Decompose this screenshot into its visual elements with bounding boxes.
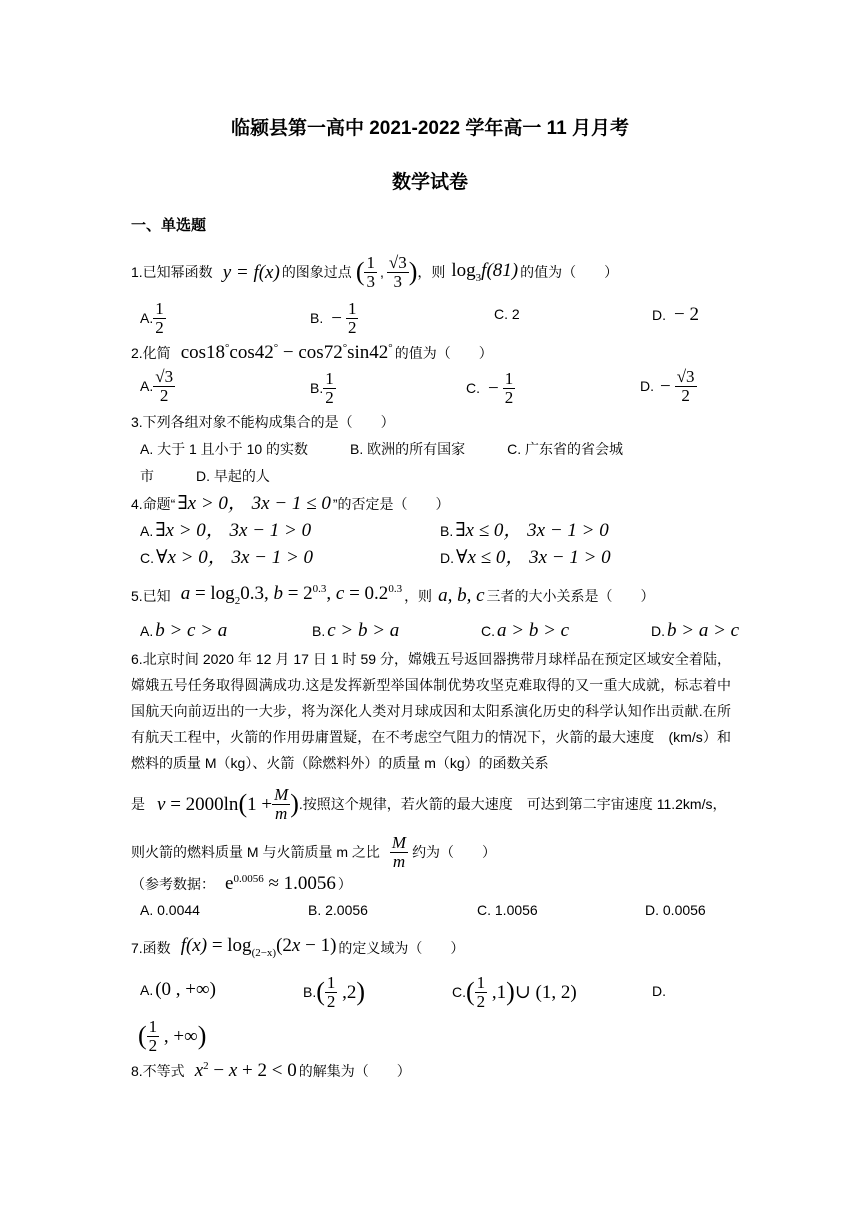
q1-then: ，则 bbox=[417, 264, 446, 281]
q6-formula-line: 是 v = 2000ln ( 1 + $\frac{M}{m}$ ) .按照这个规律，若火箭的最大速度 可达到第二宇宙速度 11.2km/s， bbox=[131, 785, 727, 823]
q7-option-a: A. (0 , +∞) bbox=[140, 979, 216, 1000]
q7-function-expr: $f(x) = \log_{(2-x)}(2x - 1)$ bbox=[180, 935, 337, 959]
q2-trig-expr: cos18°cos42° − cos72°sin42° bbox=[180, 342, 393, 363]
q5-option-b: B. c > b > a bbox=[312, 620, 400, 641]
section-heading: 一、单选题 bbox=[131, 217, 207, 234]
q1-option-d: D. − 2 bbox=[652, 304, 699, 325]
q4-option-b: B. ∃x ≤ 0， 3x − 1 > 0 bbox=[440, 520, 609, 541]
q6-reference-expr: $e^{0.0056} \approx 1.0056$ bbox=[225, 873, 336, 894]
q1-option-b-frac: $\frac{1}{2}$ bbox=[347, 299, 357, 337]
q3-options-line1: A. 大于 1 且小于 10 的实数 B. 欧洲的所有国家 C. 广东省的省会城 bbox=[140, 441, 624, 457]
question-7-stem: 7.函数 $f(x) = \log_{(2-x)}(2x - 1)$ 的定义域为（ ） bbox=[131, 935, 465, 959]
q7-option-b: B. ( $\frac{1}{2}$ ,2 ) bbox=[303, 973, 366, 1011]
q1-option-b: B. − $\frac{1}{2}$ bbox=[310, 299, 357, 337]
q6-option-a: A. 0.0044 bbox=[140, 902, 200, 918]
q1-log-expr: $\log_3f(81)$ bbox=[451, 259, 519, 284]
q6-reference-data: （参考数据： $e^{0.0056} \approx 1.0056$ ） bbox=[131, 873, 352, 894]
q2-option-b: B. $\frac{1}{2}$ bbox=[310, 369, 334, 407]
q1-function-expr: y = f(x) bbox=[222, 261, 280, 283]
q1-option-a: A. $\frac{1}{2}$ bbox=[140, 299, 164, 337]
q6-formula: v = 2000ln bbox=[157, 793, 239, 815]
q6-ratio-frac: $\frac{M}{m}$ bbox=[391, 833, 407, 871]
q5-option-c: C. a > b > c bbox=[481, 620, 570, 641]
q6-option-c: C. 1.0056 bbox=[477, 902, 538, 918]
exam-subtitle: 数学试卷 bbox=[391, 172, 468, 193]
question-8-stem: 8.不等式 $x^2 - x + 2 < 0$ 的解集为（ ） bbox=[131, 1060, 411, 1081]
q4-option-d: D. ∀x ≤ 0， 3x − 1 > 0 bbox=[440, 547, 611, 568]
q1-option-a-frac: $\frac{1}{2}$ bbox=[155, 299, 164, 337]
question-6-body: 6.北京时间 2020 年 12 月 17 日 1 时 59 分，嫦娥五号返回器携带月球样品在预定区域安全着陆，嫦娥五号任务取得圆满成功.这是发挥新型举国体制优势攻坚克难取得的又一重大成就，标志着中国航天向前迈出的一大步，将为深化人类对月球成因和太阳系演化历史的科学认知作出贡献.在所有航天工程中，火箭的作用毋庸置疑，在不考虑空气阻力的情况下，火箭的最大速度 (km/s）和燃料的质量 M（kg）、火箭（除燃料外）的质量 m（kg）的函数关系 bbox=[131, 651, 731, 771]
question-1-stem: 1.已知幂函数 y = f(x) 的图象过点 ( $\frac{1}{3}$ , $\frac{√3}{3}$ ) ，则 $\log_3f(81)$ 的值为（ ） bbox=[131, 253, 619, 291]
q2-option-c: C. − $\frac{1}{2}$ bbox=[466, 369, 514, 407]
q6-formula-tail: .按照这个规律，若火箭的最大速度 可达到第二宇宙速度 11.2km/s， bbox=[298, 796, 727, 813]
q7-option-d-label: D. bbox=[652, 983, 666, 999]
q3-options-line2: 市 D. 早起的人 bbox=[140, 468, 270, 484]
q1-point-y: $\frac{√3}{3}$ bbox=[388, 253, 407, 291]
q1-mid: 的图象过点 bbox=[281, 264, 352, 281]
q1-option-c: C. 2 bbox=[494, 306, 520, 322]
q8-inequality: $x^2 - x + 2 < 0$ bbox=[194, 1060, 297, 1081]
q5-definitions: $a = \log_20.3$, $b = 2^{0.3}$, $c = 0.2^{0.3}$ bbox=[180, 583, 403, 607]
q2-option-a: A. $\frac{√3}{2}$ bbox=[140, 367, 174, 405]
q5-vars: a, b, c bbox=[438, 585, 485, 606]
q1-lead: 1.已知幂函数 bbox=[131, 264, 213, 281]
q7-option-d-expr: ( $\frac{1}{2}$ , +∞ ) bbox=[138, 1017, 207, 1055]
q4-option-c: C. ∀x > 0， 3x − 1 > 0 bbox=[140, 547, 314, 568]
q2-option-d: D. − $\frac{√3}{2}$ bbox=[640, 367, 695, 405]
q7-option-c: C. ( $\frac{1}{2}$ ,1 ) ∪ (1, 2) bbox=[452, 973, 577, 1011]
q4-option-a: A. ∃x > 0， 3x − 1 > 0 bbox=[140, 520, 312, 541]
q5-option-d: D. b > a > c bbox=[651, 620, 740, 641]
q6-ratio-line: 则火箭的燃料质量 M 与火箭质量 m 之比 $\frac{M}{m}$ 约为（ ） bbox=[131, 833, 497, 871]
q1-point-x: $\frac{1}{3}$ bbox=[366, 253, 375, 291]
q4-proposition: ∃x > 0， 3x − 1 ≤ 0 bbox=[177, 493, 331, 514]
q5-option-a: A. b > c > a bbox=[140, 620, 228, 641]
question-5-stem: 5.已知 $a = \log_20.3$, $b = 2^{0.3}$, $c = 0.2^{0.3}$ ，则 a, b, c 三者的大小关系是（ ） bbox=[131, 583, 655, 607]
exam-title: 临颍县第一高中 2021-2022 学年高一 11 月月考 bbox=[230, 118, 630, 139]
question-4-stem: 4.命题“ ∃x > 0， 3x − 1 ≤ 0 ”的否定是（ ） bbox=[131, 493, 450, 514]
q6-option-b: B. 2.0056 bbox=[308, 902, 368, 918]
question-3-stem: 3.下列各组对象不能构成集合的是（ ） bbox=[131, 414, 395, 430]
q1-tail: 的值为（ ） bbox=[520, 264, 619, 281]
q6-option-d: D. 0.0056 bbox=[645, 902, 706, 918]
question-2-stem: 2.化简 cos18°cos42° − cos72°sin42° 的值为（ ） bbox=[131, 342, 493, 363]
